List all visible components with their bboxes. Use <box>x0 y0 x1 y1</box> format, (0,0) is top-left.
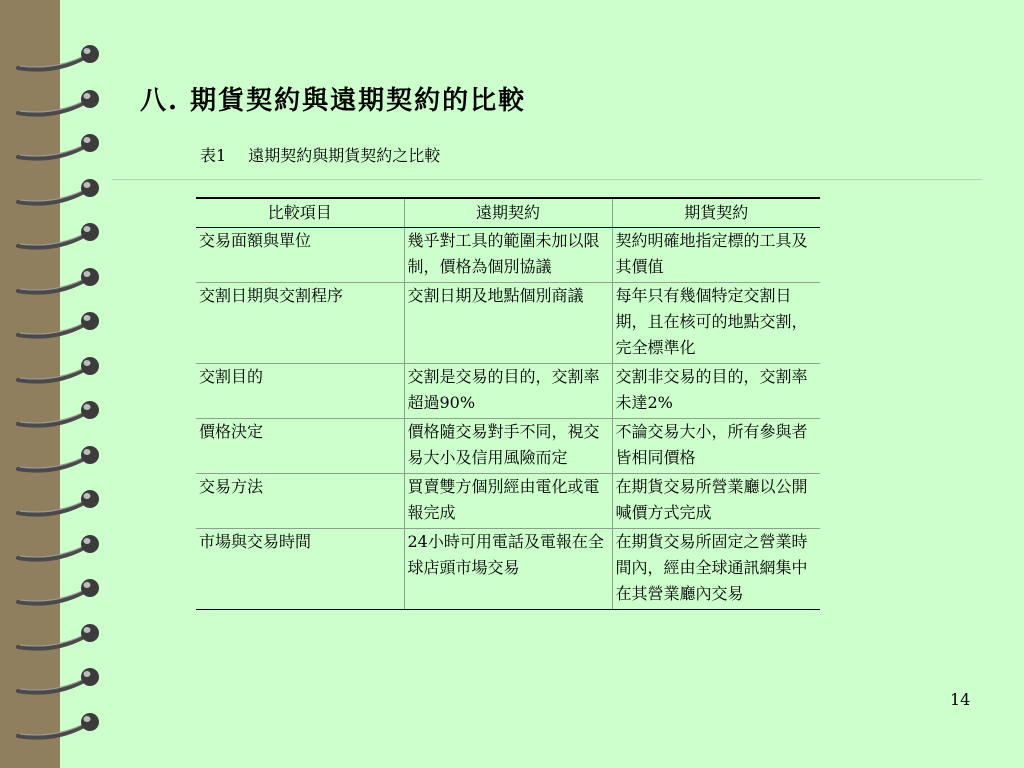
spiral-ring-icon <box>14 174 106 208</box>
futures-cell: 每年只有幾個特定交割日期，且在核可的地點交割，完全標準化 <box>612 283 820 364</box>
spiral-ring-icon <box>14 307 106 341</box>
table-row <box>196 228 820 283</box>
table-row <box>196 529 820 610</box>
table-row <box>196 364 820 419</box>
spiral-ring-icon <box>14 129 106 163</box>
forward-cell: 24小時可用電話及電報在全球店頭市場交易 <box>404 529 612 610</box>
futures-cell: 契約明確地指定標的工具及其價值 <box>612 228 820 283</box>
table-row <box>196 283 820 364</box>
page-number: 14 <box>950 690 971 709</box>
forward-cell: 價格隨交易對手不同，視交易大小及信用風險而定 <box>404 419 612 474</box>
column-header-item: 比較項目 <box>196 198 404 228</box>
spiral-ring-icon <box>14 218 106 252</box>
spiral-ring-icon <box>14 263 106 297</box>
forward-cell: 幾乎對工具的範圍未加以限制，價格為個別協議 <box>404 228 612 283</box>
spiral-ring-icon <box>14 85 106 119</box>
spiral-ring-icon <box>14 530 106 564</box>
futures-cell: 交割非交易的目的，交割率未達2% <box>612 364 820 419</box>
futures-cell: 在期貨交易所營業廳以公開喊價方式完成 <box>612 474 820 529</box>
spiral-ring-icon <box>14 619 106 653</box>
row-label: 交割目的 <box>196 364 404 419</box>
table-caption-label: 表1 <box>200 146 227 165</box>
column-header-futures: 期貨契約 <box>612 198 820 228</box>
spiral-ring-icon <box>14 574 106 608</box>
column-header-forward: 遠期契約 <box>404 198 612 228</box>
row-label: 交割日期與交割程序 <box>196 283 404 364</box>
forward-cell: 交割是交易的目的，交割率超過90% <box>404 364 612 419</box>
futures-cell: 不論交易大小，所有參與者皆相同價格 <box>612 419 820 474</box>
spiral-ring-icon <box>14 40 106 74</box>
table-caption-text: 遠期契約與期貨契約之比較 <box>248 146 441 165</box>
row-label: 交易方法 <box>196 474 404 529</box>
table-row <box>196 474 820 529</box>
row-label: 交易面額與單位 <box>196 228 404 283</box>
forward-cell: 交割日期及地點個別商議 <box>404 283 612 364</box>
table-header-row <box>196 198 820 228</box>
row-label: 價格決定 <box>196 419 404 474</box>
comparison-table <box>196 197 820 610</box>
spiral-ring-icon <box>14 441 106 475</box>
spiral-ring-icon <box>14 708 106 742</box>
table-row <box>196 419 820 474</box>
spiral-ring-icon <box>14 663 106 697</box>
row-label: 市場與交易時間 <box>196 529 404 610</box>
spiral-ring-icon <box>14 485 106 519</box>
slide-title: 八. 期貨契約與遠期契約的比較 <box>140 86 527 116</box>
spiral-ring-icon <box>14 352 106 386</box>
futures-cell: 在期貨交易所固定之營業時間內，經由全球通訊網集中在其營業廳內交易 <box>612 529 820 610</box>
forward-cell: 買賣雙方個別經由電化或電報完成 <box>404 474 612 529</box>
table-caption <box>200 143 440 166</box>
spiral-ring-icon <box>14 396 106 430</box>
divider-line <box>112 179 982 180</box>
